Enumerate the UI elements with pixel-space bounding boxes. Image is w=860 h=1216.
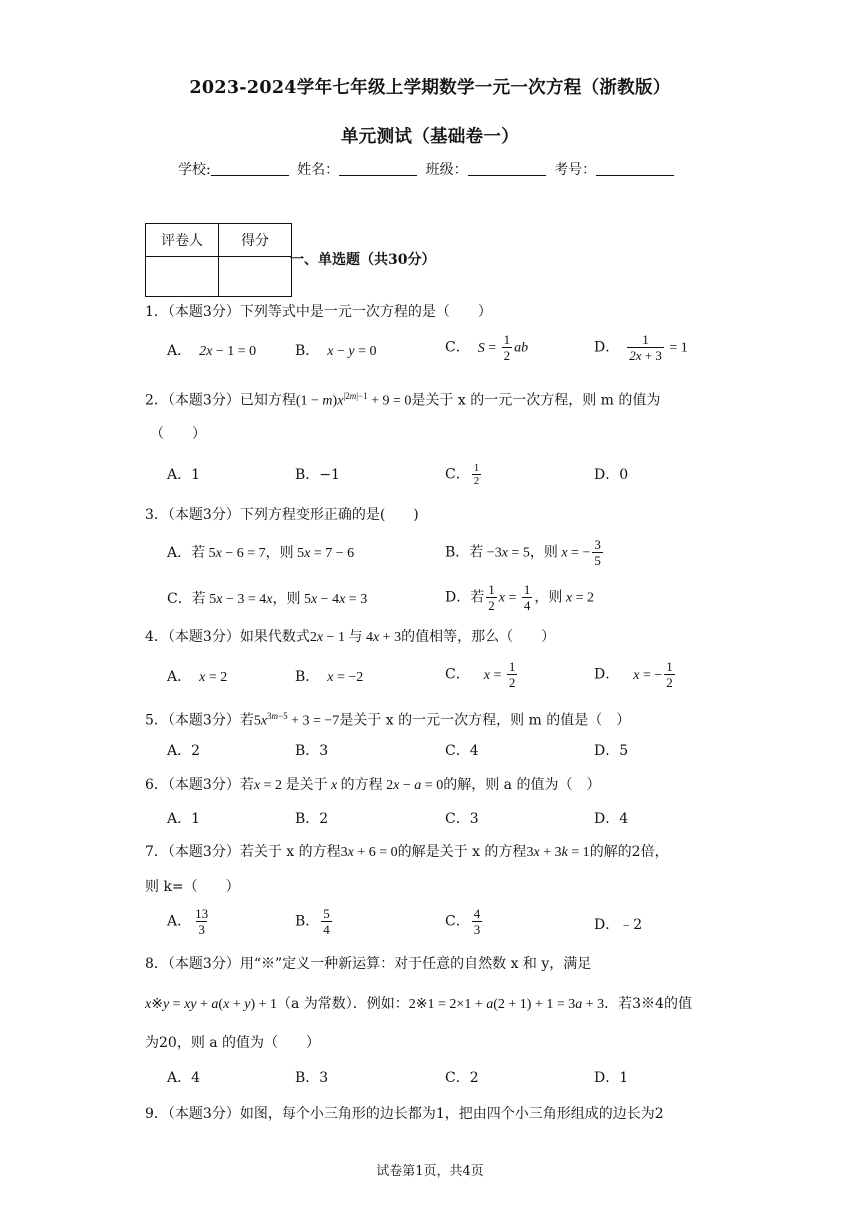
question-7: 7．（本题3分）若关于 x 的方程3x + 6 = 0的解是关于 x 的方程3x + 3k = 1的解的2倍， — [145, 844, 669, 860]
q7-option-d[interactable]: D．﹣2 — [594, 917, 643, 933]
q4-option-b[interactable]: B． x = −2 — [295, 669, 364, 685]
q3-option-c[interactable]: C．若 5x − 3 = 4x，则 5x − 4x = 3 — [167, 591, 368, 607]
page-footer: 试卷第1页，共4页 — [376, 1164, 484, 1179]
school-label: 学校: — [178, 162, 211, 178]
question-2: 2．（本题3分）已知方程$(1 - m)x^{|2m|-1} + 9 = 0$是关于 x 的一元一次方程，则 m 的值为 — [145, 391, 661, 409]
q6-option-b[interactable]: B．2 — [295, 811, 329, 827]
q7-option-a[interactable]: A． $\frac{13}{3}$ — [167, 906, 209, 937]
q2-option-a[interactable]: A．1 — [167, 467, 201, 483]
score-cell[interactable] — [219, 257, 292, 297]
student-info-line — [178, 159, 678, 179]
score-header: 得分 — [219, 224, 292, 257]
exam-no-label: 考号： — [554, 162, 597, 178]
q8-option-b[interactable]: B．3 — [295, 1070, 329, 1086]
name-label: 姓名： — [297, 162, 340, 178]
question-7-cont: 则 k=（ ） — [145, 879, 240, 895]
q6-option-a[interactable]: A．1 — [167, 811, 201, 827]
q6-option-d[interactable]: D．4 — [594, 811, 629, 827]
question-5: 5．（本题3分）若$5x^{3m-5} + 3 = -7$是关于 x 的一元一次方程，则 m 的值是（ ） — [145, 711, 631, 729]
school-blank[interactable] — [211, 161, 289, 176]
q1-option-d[interactable]: D． $\frac{1}{2x + 3}$ = 1 — [594, 332, 688, 363]
q8-option-d[interactable]: D．1 — [594, 1070, 629, 1086]
score-table — [145, 223, 292, 297]
question-9: 9．（本题3分）如图，每个小三角形的边长都为1，把由四个小三角形组成的边长为2 — [145, 1106, 664, 1122]
grader-cell[interactable] — [146, 257, 219, 297]
q4-option-c[interactable]: C． x = $\frac{1}{2}$ — [445, 659, 516, 690]
q5-option-a[interactable]: A．2 — [167, 743, 201, 759]
q5-option-d[interactable]: D．5 — [594, 743, 629, 759]
q3-option-d[interactable]: D．若 $\frac{1}{2}$ x = $\frac{1}{4}$ ，则 x = 2 — [445, 582, 594, 613]
q6-option-c[interactable]: C．3 — [445, 811, 479, 827]
q7-option-c[interactable]: C． $\frac{4}{3}$ — [445, 906, 481, 937]
q1-option-b[interactable]: B． x − y = 0 — [295, 343, 377, 359]
q7-option-b[interactable]: B． $\frac{5}{4}$ — [295, 906, 330, 937]
q4-option-d[interactable]: D． x = − $\frac{1}{2}$ — [594, 659, 673, 690]
question-8: 8．（本题3分）用“※”定义一种新运算：对于任意的自然数 x 和 y，满足 — [145, 956, 592, 972]
question-8-cont: x※y = xy + a(x + y) + 1（a 为常数）．例如：2※1 = 2×1 + a(2 + 1) + 1 = 3a + 3．若3※4的值 — [145, 996, 692, 1012]
q4-option-a[interactable]: A． x = 2 — [167, 669, 228, 685]
question-1: 1．（本题3分）下列等式中是一元一次方程的是（ ） — [145, 304, 492, 320]
q5-option-b[interactable]: B．3 — [295, 743, 329, 759]
q2-option-d[interactable]: D．0 — [594, 467, 629, 483]
section-title: 一、单选题（共30分） — [290, 252, 436, 268]
grader-header: 评卷人 — [146, 224, 219, 257]
exam-no-blank[interactable] — [596, 161, 674, 176]
class-blank[interactable] — [468, 161, 546, 176]
q5-option-c[interactable]: C．4 — [445, 743, 479, 759]
q1-option-a[interactable]: A． 2x − 1 = 0 — [167, 343, 257, 359]
exam-title-line1: 2023-2024学年七年级上学期数学一元一次方程（浙教版） — [189, 78, 671, 98]
question-6: 6．（本题3分）若x = 2 是关于 x 的方程 2x − a = 0的解，则 a 的值为（ ） — [145, 777, 601, 793]
name-blank[interactable] — [339, 161, 417, 176]
q2-option-c[interactable]: C． $\frac{1}{2}$ — [445, 462, 480, 487]
question-8-cont2: 为20，则 a 的值为（ ） — [145, 1035, 321, 1051]
q3-option-a[interactable]: A．若 5x − 6 = 7，则 5x = 7 − 6 — [167, 545, 355, 561]
class-label: 班级： — [425, 162, 468, 178]
exam-title-line2: 单元测试（基础卷一） — [341, 127, 519, 147]
q2-option-b[interactable]: B．−1 — [295, 467, 340, 483]
q8-option-a[interactable]: A．4 — [167, 1070, 201, 1086]
q8-option-c[interactable]: C．2 — [445, 1070, 479, 1086]
question-2-cont: （ ） — [150, 426, 206, 442]
question-3: 3．（本题3分）下列方程变形正确的是( ) — [145, 507, 419, 523]
question-4: 4．（本题3分）如果代数式2x − 1 与 4x + 3的值相等，那么（ ） — [145, 629, 556, 645]
q3-option-b[interactable]: B．若 −3x = 5，则 x = − $\frac{3}{5}$ — [445, 537, 601, 568]
q1-option-c[interactable]: C． S = $\frac{1}{2}$ ab — [445, 332, 529, 363]
